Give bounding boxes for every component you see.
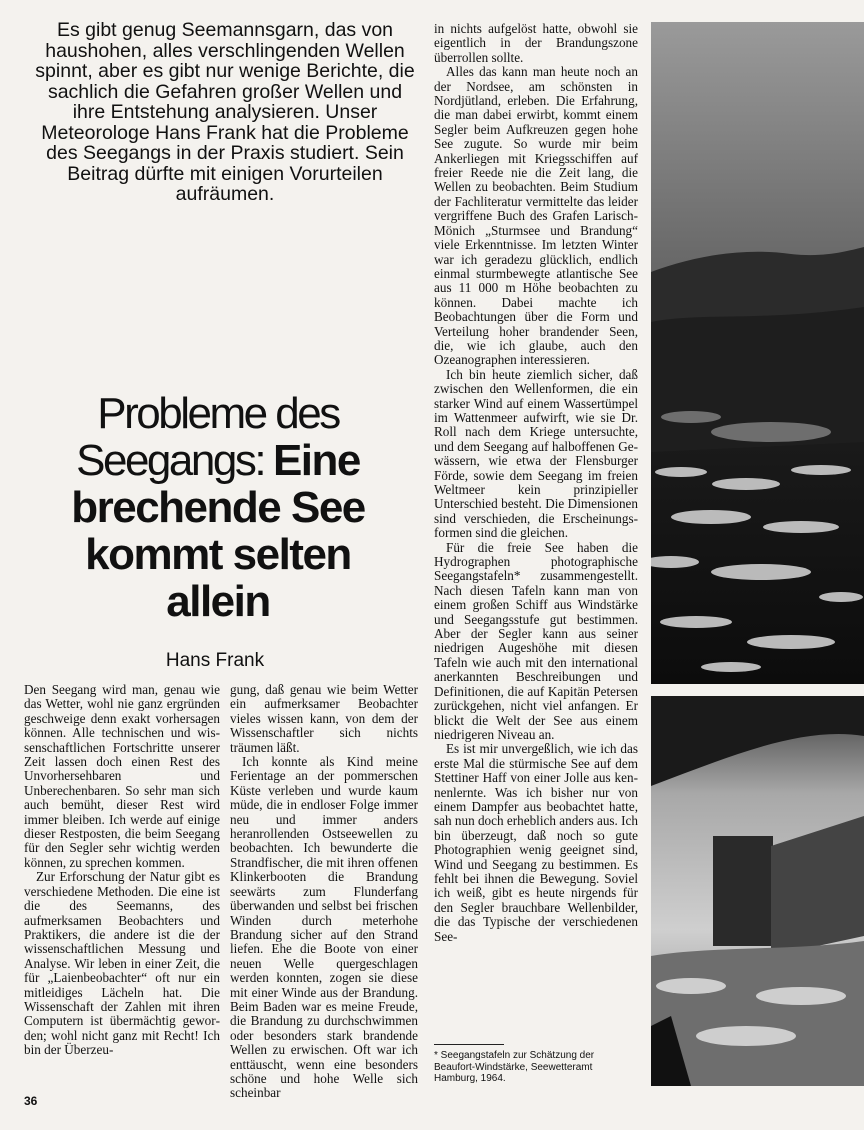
headline-line-1: Probleme des	[97, 389, 339, 438]
text-column-1	[24, 683, 220, 1058]
paragraph: Zur Erforschung der Natur gibt es verschiedene Methoden. Die eine ist die des Seemanns, des aufmerksamen Beobachters und Praktikers, die andere ist die der wissenschaftlichen Messung und Analyse. Wir leben in einer Zeit, die für „Laienbeobachter“ oft nur ein mitleidiges Lächeln hat. Die Wissenschaft der Zahlen mit ihren Computern ist übermächtig geworden; wohl nicht ganz mit Recht! Ich bin der Überzeu-	[24, 869, 220, 1058]
page-number: 36	[24, 1094, 38, 1108]
paragraph: Ich bin heute ziemlich sicher, daß zwischen den Wellenformen, die ein starker Wind auf einem Wassertümpel im Wattenmeer aufwirft, wie sie Dr. Roll nach dem Kriege untersuchte, und dem Seegang auf halboffenen Gewässern, wie etwa der Flensburger Förde, sowie dem Seegang im freien Weltmeer kein prinzipieller Unterschied besteht. Die Dimensionen sind verschieden, die Erscheinungsformen sind die gleichen.	[434, 366, 638, 541]
sea-wave-photo-bottom	[651, 696, 864, 1086]
text-column-3	[434, 22, 638, 944]
headline-line-2b: Eine	[272, 436, 360, 485]
footnote-divider	[434, 1044, 504, 1045]
paragraph: in nichts aufgelöst hatte, obwohl sie eigentlich in der Brandungszone überrollen sollte.	[434, 21, 638, 65]
teaser-intro: Es gibt genug Seemannsgarn, das von haushohen, alles verschlingenden Wellen spinnt, aber es gibt nur wenige Berichte, die sachlich die Gefahren großer Wellen und ihre Entstehung analysieren. Unser Meteorologe Hans Frank hat die Probleme des Seegangs in der Praxis studiert. Sein Beitrag dürfte mit einigen Vorurteilen aufräumen.	[35, 19, 415, 205]
paragraph: Ich konnte als Kind meine Ferientage an der pommerschen Küste verleben und wurde kaum müde, die in endloser Folge immer neu und immer anders heranrollenden Ostseewellen zu beobachten. Ich bewunderte die Strandfischer, die mit ihren offenen Klinkerbooten die Brandung seewärts zum Flunderfang überwanden und selbst bei frischen Winden durch meterhohe Brandung sicher auf den Strand liefen. Ehe die Boote von einer neuen Welle quergeschlagen werden konnten, zogen sie diese mit einer Winde aus der Brandung. Beim Baden war es meine Freude, die Brandung zu durchschwimmen oder besonders stark brandende Wellen zu erwischen. Oft war ich enttäuscht, wenn eine besonders schöne und hohe Welle sich scheinbar	[230, 754, 418, 1101]
sea-wave-photo-top	[651, 22, 864, 684]
headline	[18, 389, 418, 627]
paragraph: gung, daß genau wie beim Wetter ein aufmerksamer Beobachter vieles wissen kann, von dem der Wissenschaftler sich nichts träumen läßt.	[230, 682, 418, 755]
headline-line-4: kommt selten	[85, 530, 351, 579]
author-byline: Hans Frank	[165, 650, 265, 671]
text-column-2	[230, 683, 418, 1101]
paragraph: Den Seegang wird man, genau wie das Wetter, wohl nie ganz ergründen geschweige denn exakt vorhersagen können. Alle technischen und wissenschaftlichen Fortschritte unserer Zeit lassen doch einen Rest des Unvorhersehbaren und Unberechenbaren. So sehr man sich auch bemüht, dieser Rest wird immer bleiben. Ich werde auf einige dieser Restposten, die beim Seegang für den Segler sehr wichtig werden können, zu sprechen kommen.	[24, 682, 220, 870]
headline-line-3: brechende See	[71, 483, 365, 532]
paragraph: Es ist mir unvergeßlich, wie ich das erste Mal die stürmische See auf dem Stettiner Haff von einer Jolle aus kennenlernte. Was ich bisher nur von einem Dampfer aus beobachtet hatte, sah nun doch erheblich anders aus. Ich bin überzeugt, daß noch so gute Photographien wenig geeignet sind, Wind und Seegang zu bestimmen. Es fehlt bei ihnen die Bewegung. Soviel ich weiß, gibt es heute nirgends für den Segler brauchbare Wellenbilder, die das Typische der verschiedenen See-	[434, 741, 638, 944]
headline-line-5: allein	[166, 577, 270, 626]
paragraph: Für die freie See haben die Hydrographen photographische Seegangstafeln* zusammengestellt. Nach diesen Tafeln kann man von einem großen Schiff aus Windstärke und Seegangsstufe gut bestimmen. Aber der Segler kann aus seiner niedrigen Augeshöhe mit diesen Tafeln wie auch mit den international anerkannten Beschreibungen und Definitionen, die auf Kapitän Petersen zurückgehen, nicht viel anfangen. Er blickt die Welt der See aus einem niedrigeren Niveau an.	[434, 539, 638, 742]
paragraph: Alles das kann man heute noch an der Nordsee, am schönsten in Nordjütland, erleben. Die Erfahrung, die man dabei erwirbt, kommt einem Segler beim Aufkreuzen gegen hohe See zugute. So wurde mir beim Ankerliegen mit Kriegsschiffen auf freier Reede nie die Zeit lang, die Wellen zu beobachten. Beim Studium der Fachliteratur vermittelte das leider vergriffene Buch des Grafen Larisch-Mönich „Sturmsee und Brandung“ viele Erkenntnisse. Im letzten Winter war ich geradezu glücklich, endlich einmal sturmbewegte atlantische See aus 11 000 m Höhe beobachten zu können. Dabei machte ich Beobachtungen über die Form und Verteilung hoher brandender Seen, die, wie ich glaube, auch den Ozeanographen interessieren.	[434, 64, 638, 368]
headline-line-2a: Seegangs:	[76, 436, 265, 485]
footnote: * Seegangstafeln zur Schätzung der Beaufort-Windstärke, Seewetteramt Hamburg, 1964.	[434, 1050, 595, 1084]
